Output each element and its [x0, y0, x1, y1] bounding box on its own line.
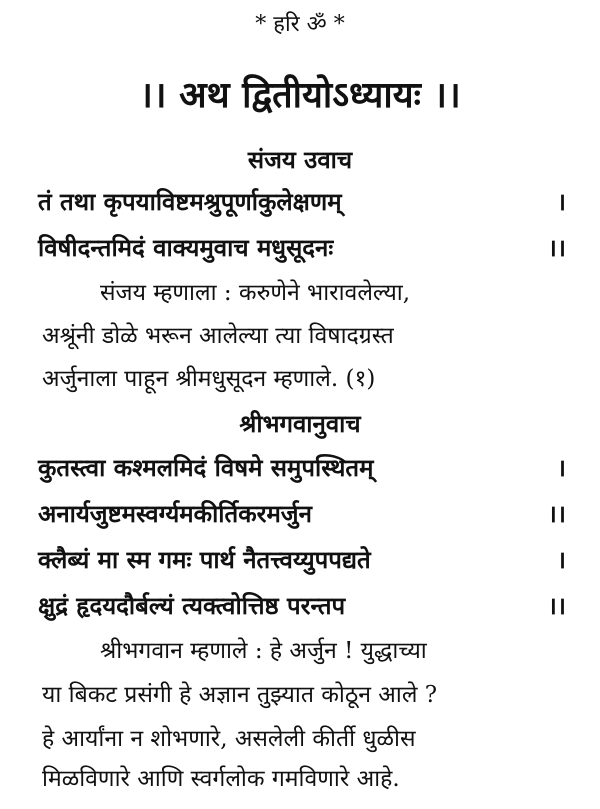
- verse-text: तं तथा कृपयाविष्टमश्रुपूर्णाकुलेक्षणम्: [38, 188, 342, 216]
- chapter-title: ।। अथ द्वितीयोऽध्यायः ।।: [139, 75, 461, 116]
- translation-line: या बिकट प्रसंगी हे अज्ञान तुझ्यात कोठून आले ?: [42, 682, 438, 708]
- verse-text: क्लैब्यं मा स्म गमः पार्थ नैतत्त्वय्युपपद्यते: [38, 546, 371, 574]
- translation-line: श्रीभगवान म्हणाले : हे अर्जुन ! युद्धाच्या: [100, 638, 427, 664]
- verse-text: क्षुद्रं हृदयदौर्बल्यं त्यक्त्वोत्तिष्ठ परन्तप: [38, 592, 346, 620]
- verse-danda: ।।: [547, 234, 566, 262]
- verse-text: कुतस्त्वा कश्मलमिदं विषमे समुपस्थितम्: [38, 454, 374, 482]
- invocation-header: * हरि ॐ *: [255, 12, 345, 37]
- verse-text: विषीदन्तमिदं वाक्यमुवाच मधुसूदनः: [38, 234, 334, 262]
- verse-danda: ।: [556, 546, 566, 574]
- translation-line: अर्जुनाला पाहून श्रीमधुसूदन म्हणाले. (१): [42, 366, 376, 392]
- verse-danda: ।: [556, 188, 566, 216]
- translation-line: हे आर्यांना न शोभणारे, असलेली कीर्ती धुळीस: [42, 726, 416, 752]
- verse-danda: ।।: [547, 592, 566, 620]
- verse-danda: ।: [556, 454, 566, 482]
- translation-line: अश्रूंनी डोळे भरून आलेल्या त्या विषादग्रस्त: [42, 323, 394, 349]
- speaker-heading-bhagavan: श्रीभगवानुवाच: [239, 410, 361, 438]
- translation-line: मिळविणारे आणि स्वर्गलोक गमविणारे आहे.: [42, 766, 400, 792]
- verse-danda: ।।: [547, 500, 566, 528]
- translation-line: संजय म्हणाला : करुणेने भारावलेल्या,: [100, 280, 411, 306]
- speaker-heading-sanjay: संजय उवाच: [247, 146, 353, 174]
- verse-text: अनार्यजुष्टमस्वर्ग्यमकीर्तिकरमर्जुन: [38, 500, 312, 528]
